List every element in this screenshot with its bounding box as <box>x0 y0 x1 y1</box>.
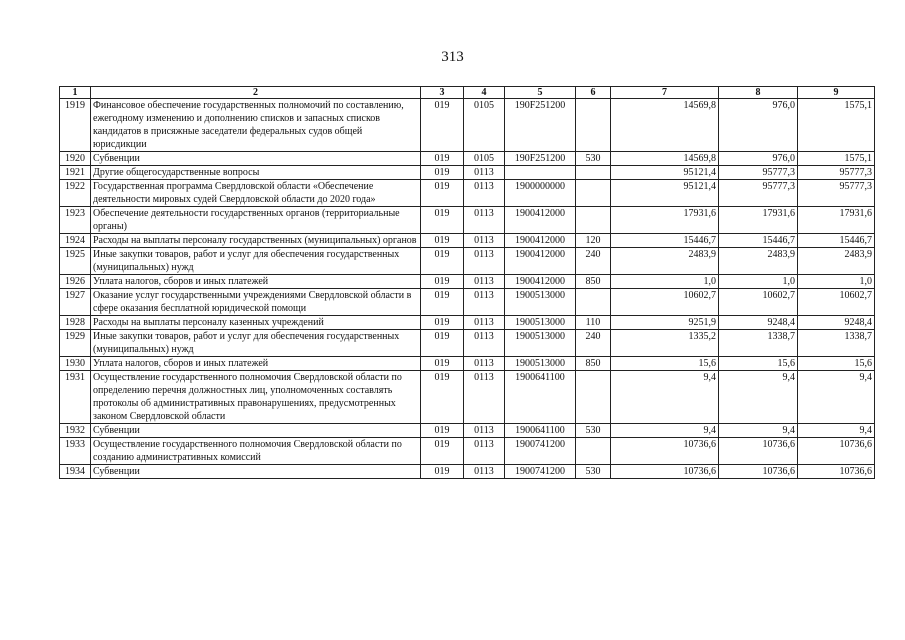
col9-amount: 1575,1 <box>798 152 875 166</box>
table-row <box>60 357 875 371</box>
col3-code: 019 <box>421 371 464 424</box>
col8-amount: 9,4 <box>719 424 798 438</box>
col7-amount: 95121,4 <box>611 180 719 207</box>
col3-code: 019 <box>421 289 464 316</box>
column-header: 9 <box>798 87 875 99</box>
table-row <box>60 207 875 234</box>
col8-amount: 95777,3 <box>719 166 798 180</box>
col6-code: 850 <box>576 275 611 289</box>
col9-amount: 1338,7 <box>798 330 875 357</box>
col3-code: 019 <box>421 248 464 275</box>
col3-code: 019 <box>421 99 464 152</box>
col4-code: 0113 <box>464 248 505 275</box>
col6-code: 120 <box>576 234 611 248</box>
col7-amount: 15446,7 <box>611 234 719 248</box>
row-number: 1928 <box>60 316 91 330</box>
column-header: 1 <box>60 87 91 99</box>
row-number: 1925 <box>60 248 91 275</box>
col9-amount: 9,4 <box>798 371 875 424</box>
col4-code: 0113 <box>464 465 505 479</box>
col8-amount: 2483,9 <box>719 248 798 275</box>
col7-amount: 10602,7 <box>611 289 719 316</box>
col4-code: 0113 <box>464 275 505 289</box>
col4-code: 0113 <box>464 234 505 248</box>
row-number: 1933 <box>60 438 91 465</box>
col6-code <box>576 207 611 234</box>
col6-code: 530 <box>576 465 611 479</box>
col6-code <box>576 99 611 152</box>
table-row <box>60 152 875 166</box>
row-name: Субвенции <box>91 465 421 479</box>
col3-code: 019 <box>421 234 464 248</box>
col8-amount: 15,6 <box>719 357 798 371</box>
table-row <box>60 99 875 152</box>
budget-table <box>59 86 875 479</box>
row-number: 1920 <box>60 152 91 166</box>
row-name: Иные закупки товаров, работ и услуг для обеспечения государственных (муниципальных) нужд <box>91 248 421 275</box>
row-number: 1931 <box>60 371 91 424</box>
row-name: Уплата налогов, сборов и иных платежей <box>91 275 421 289</box>
row-number: 1934 <box>60 465 91 479</box>
col4-code: 0113 <box>464 371 505 424</box>
col9-amount: 1,0 <box>798 275 875 289</box>
col7-amount: 14569,8 <box>611 152 719 166</box>
col9-amount: 17931,6 <box>798 207 875 234</box>
row-number: 1923 <box>60 207 91 234</box>
col3-code: 019 <box>421 152 464 166</box>
table-row <box>60 275 875 289</box>
col9-amount: 9248,4 <box>798 316 875 330</box>
col5-code: 1900412000 <box>505 207 576 234</box>
column-header: 4 <box>464 87 505 99</box>
col5-code: 1900741200 <box>505 438 576 465</box>
row-name: Уплата налогов, сборов и иных платежей <box>91 357 421 371</box>
col8-amount: 9,4 <box>719 371 798 424</box>
col7-amount: 10736,6 <box>611 438 719 465</box>
table-row <box>60 371 875 424</box>
col5-code: 1900000000 <box>505 180 576 207</box>
col7-amount: 14569,8 <box>611 99 719 152</box>
col9-amount: 10602,7 <box>798 289 875 316</box>
col5-code <box>505 166 576 180</box>
col8-amount: 9248,4 <box>719 316 798 330</box>
row-name: Расходы на выплаты персоналу государственных (муниципальных) органов <box>91 234 421 248</box>
table-body <box>60 99 875 479</box>
col5-code: 1900513000 <box>505 330 576 357</box>
col8-amount: 10602,7 <box>719 289 798 316</box>
col6-code: 240 <box>576 330 611 357</box>
row-number: 1924 <box>60 234 91 248</box>
col4-code: 0113 <box>464 357 505 371</box>
col5-code: 190F251200 <box>505 152 576 166</box>
table-row <box>60 166 875 180</box>
row-name: Осуществление государственного полномочия Свердловской области по определению перечня должностных лиц, уполномоченных составлять протоколы об административных правонарушениях, предусмотренных законом Свердловской области <box>91 371 421 424</box>
col7-amount: 9,4 <box>611 424 719 438</box>
col3-code: 019 <box>421 357 464 371</box>
col5-code: 1900641100 <box>505 424 576 438</box>
row-name: Обеспечение деятельности государственных органов (территориальные органы) <box>91 207 421 234</box>
col4-code: 0113 <box>464 438 505 465</box>
col7-amount: 17931,6 <box>611 207 719 234</box>
table-row <box>60 316 875 330</box>
col3-code: 019 <box>421 316 464 330</box>
col6-code: 530 <box>576 424 611 438</box>
table-row <box>60 465 875 479</box>
col8-amount: 1338,7 <box>719 330 798 357</box>
row-name: Государственная программа Свердловской области «Обеспечение деятельности мировых судей Свердловской области до 2020 года» <box>91 180 421 207</box>
row-name: Оказание услуг государственными учреждениями Свердловской области в сфере оказания бесплатной юридической помощи <box>91 289 421 316</box>
col4-code: 0113 <box>464 316 505 330</box>
row-number: 1932 <box>60 424 91 438</box>
column-header: 7 <box>611 87 719 99</box>
col8-amount: 95777,3 <box>719 180 798 207</box>
row-name: Расходы на выплаты персоналу казенных учреждений <box>91 316 421 330</box>
page-number: 313 <box>441 49 464 65</box>
table-row <box>60 248 875 275</box>
col5-code: 1900513000 <box>505 357 576 371</box>
row-number: 1922 <box>60 180 91 207</box>
col7-amount: 10736,6 <box>611 465 719 479</box>
table-row <box>60 234 875 248</box>
col3-code: 019 <box>421 438 464 465</box>
col7-amount: 15,6 <box>611 357 719 371</box>
column-header: 8 <box>719 87 798 99</box>
col7-amount: 2483,9 <box>611 248 719 275</box>
col5-code: 1900412000 <box>505 248 576 275</box>
row-number: 1919 <box>60 99 91 152</box>
col7-amount: 1,0 <box>611 275 719 289</box>
col7-amount: 95121,4 <box>611 166 719 180</box>
col8-amount: 10736,6 <box>719 438 798 465</box>
col5-code: 1900641100 <box>505 371 576 424</box>
col6-code <box>576 289 611 316</box>
column-header: 5 <box>505 87 576 99</box>
col3-code: 019 <box>421 207 464 234</box>
col9-amount: 2483,9 <box>798 248 875 275</box>
col9-amount: 15446,7 <box>798 234 875 248</box>
table-row <box>60 180 875 207</box>
col5-code: 1900513000 <box>505 316 576 330</box>
col5-code: 1900513000 <box>505 289 576 316</box>
col7-amount: 9251,9 <box>611 316 719 330</box>
col4-code: 0113 <box>464 180 505 207</box>
table-row <box>60 289 875 316</box>
col3-code: 019 <box>421 180 464 207</box>
row-number: 1921 <box>60 166 91 180</box>
col3-code: 019 <box>421 465 464 479</box>
col9-amount: 9,4 <box>798 424 875 438</box>
col6-code: 850 <box>576 357 611 371</box>
col8-amount: 15446,7 <box>719 234 798 248</box>
table-row <box>60 424 875 438</box>
col5-code: 1900412000 <box>505 234 576 248</box>
col4-code: 0113 <box>464 289 505 316</box>
col8-amount: 1,0 <box>719 275 798 289</box>
col7-amount: 1335,2 <box>611 330 719 357</box>
col9-amount: 1575,1 <box>798 99 875 152</box>
table-row <box>60 438 875 465</box>
row-name: Субвенции <box>91 424 421 438</box>
column-header: 3 <box>421 87 464 99</box>
col4-code: 0113 <box>464 207 505 234</box>
col3-code: 019 <box>421 330 464 357</box>
col3-code: 019 <box>421 275 464 289</box>
col3-code: 019 <box>421 166 464 180</box>
col6-code <box>576 438 611 465</box>
col8-amount: 10736,6 <box>719 465 798 479</box>
row-number: 1927 <box>60 289 91 316</box>
row-number: 1929 <box>60 330 91 357</box>
col6-code <box>576 166 611 180</box>
col6-code: 110 <box>576 316 611 330</box>
col6-code: 530 <box>576 152 611 166</box>
row-number: 1930 <box>60 357 91 371</box>
col3-code: 019 <box>421 424 464 438</box>
col8-amount: 976,0 <box>719 152 798 166</box>
col7-amount: 9,4 <box>611 371 719 424</box>
col5-code: 190F251200 <box>505 99 576 152</box>
col4-code: 0105 <box>464 152 505 166</box>
column-header: 2 <box>91 87 421 99</box>
row-name: Субвенции <box>91 152 421 166</box>
col8-amount: 17931,6 <box>719 207 798 234</box>
col4-code: 0113 <box>464 424 505 438</box>
row-number: 1926 <box>60 275 91 289</box>
col9-amount: 15,6 <box>798 357 875 371</box>
col9-amount: 10736,6 <box>798 465 875 479</box>
table-row <box>60 330 875 357</box>
row-name: Осуществление государственного полномочия Свердловской области по созданию административных комиссий <box>91 438 421 465</box>
col8-amount: 976,0 <box>719 99 798 152</box>
row-name: Финансовое обеспечение государственных полномочий по составлению, ежегодному изменению и дополнению списков и запасных списков кандидатов в присяжные заседатели федеральных судов общей юрисдикции <box>91 99 421 152</box>
row-name: Другие общегосударственные вопросы <box>91 166 421 180</box>
col6-code <box>576 371 611 424</box>
col9-amount: 95777,3 <box>798 180 875 207</box>
column-header: 6 <box>576 87 611 99</box>
col4-code: 0105 <box>464 99 505 152</box>
col9-amount: 10736,6 <box>798 438 875 465</box>
row-name: Иные закупки товаров, работ и услуг для обеспечения государственных (муниципальных) нужд <box>91 330 421 357</box>
table-header-row <box>60 87 875 99</box>
col6-code <box>576 180 611 207</box>
col5-code: 1900412000 <box>505 275 576 289</box>
col6-code: 240 <box>576 248 611 275</box>
col5-code: 1900741200 <box>505 465 576 479</box>
col9-amount: 95777,3 <box>798 166 875 180</box>
col4-code: 0113 <box>464 166 505 180</box>
col4-code: 0113 <box>464 330 505 357</box>
